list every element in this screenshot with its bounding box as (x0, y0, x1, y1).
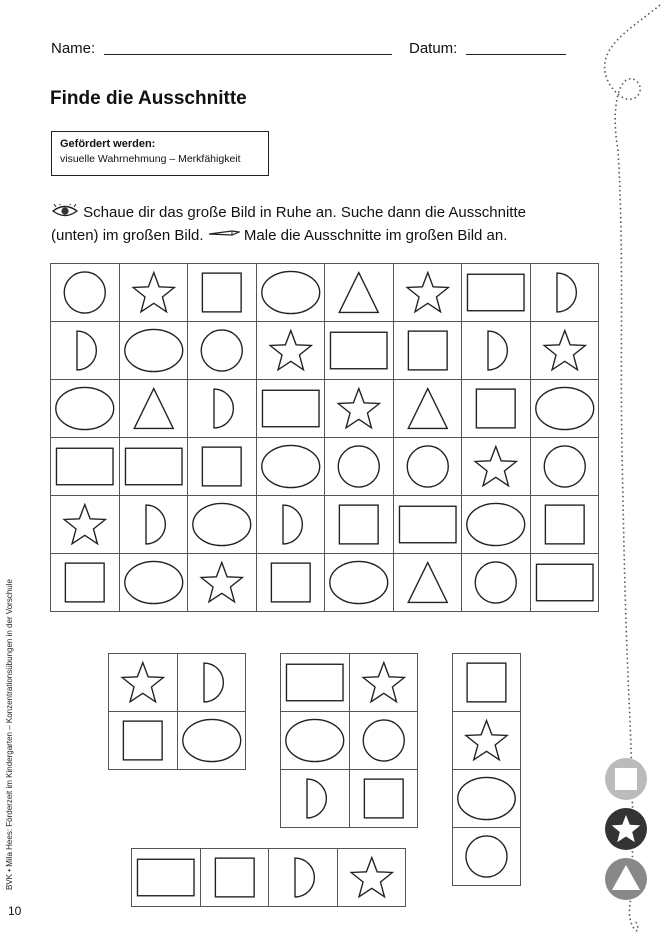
triangle-shape (134, 389, 173, 429)
main-grid-cell[interactable] (50, 321, 120, 380)
pencil-icon (208, 228, 240, 238)
main-grid-cell[interactable] (324, 263, 394, 322)
ellipse-shape (56, 387, 114, 429)
circle-shape (363, 720, 404, 761)
star-shape (122, 663, 163, 702)
piece-cell (349, 769, 419, 828)
ellipse-shape (182, 719, 240, 761)
skills-heading: Gefördert werden: (60, 138, 156, 150)
circle-shape (64, 272, 105, 313)
main-grid-cell[interactable] (256, 321, 326, 380)
star-shape (133, 273, 174, 312)
piece-cell (452, 827, 521, 886)
main-grid-cell[interactable] (50, 263, 120, 322)
piece-cell (280, 769, 350, 828)
square-shape (271, 563, 310, 602)
rect-shape (399, 506, 456, 542)
piece-cell (131, 848, 201, 907)
piece-cell (452, 769, 521, 828)
date-field[interactable] (466, 54, 566, 55)
main-grid-cell[interactable] (50, 495, 120, 554)
main-grid-cell[interactable] (530, 263, 600, 322)
main-grid-cell[interactable] (530, 437, 600, 496)
square-shape (467, 663, 506, 702)
main-grid-cell[interactable] (393, 321, 463, 380)
side-credit: BVK • Mila Hees: Förderzeit im Kindergarten – Konzentrationsübungen in der Vorschule (5, 579, 14, 890)
main-grid-cell[interactable] (324, 553, 394, 612)
main-grid-cell[interactable] (187, 437, 257, 496)
instruction-line-3: Male die Ausschnitte im großen Bild an. (243, 227, 508, 244)
main-grid-cell[interactable] (393, 495, 463, 554)
instruction-line-2: (unten) im großen Bild. (51, 227, 204, 244)
circle-shape (407, 446, 448, 487)
ellipse-shape (261, 445, 319, 487)
star-shape (475, 447, 516, 486)
piece-cell (268, 848, 338, 907)
main-grid-cell[interactable] (324, 321, 394, 380)
main-grid-cell[interactable] (461, 553, 531, 612)
main-grid-cell[interactable] (461, 437, 531, 496)
triangle-shape (408, 389, 447, 429)
main-grid-cell[interactable] (530, 495, 600, 554)
circle-shape (475, 562, 516, 603)
main-grid-cell[interactable] (119, 379, 189, 438)
circle-shape (544, 446, 585, 487)
half-shape (282, 505, 301, 544)
main-grid-cell[interactable] (461, 263, 531, 322)
main-grid-cell[interactable] (119, 495, 189, 554)
triangle-shape (408, 563, 447, 603)
triangle-badge-icon (604, 857, 648, 901)
half-shape (488, 331, 507, 370)
half-shape (77, 331, 96, 370)
circle-shape (338, 446, 379, 487)
date-label: Datum: (409, 40, 458, 57)
main-grid-cell[interactable] (119, 437, 189, 496)
ellipse-shape (286, 719, 344, 761)
ellipse-shape (535, 387, 593, 429)
piece-cell (177, 711, 247, 770)
main-grid-cell[interactable] (393, 263, 463, 322)
rect-shape (536, 564, 593, 600)
instructions (51, 201, 611, 247)
square-shape (65, 563, 104, 602)
square-shape (215, 858, 254, 897)
square-shape (339, 505, 378, 544)
skills-text: visuelle Wahrnehmung – Merkfähigkeit (60, 153, 241, 165)
main-grid-cell[interactable] (461, 495, 531, 554)
main-grid-cell[interactable] (530, 321, 600, 380)
piece-cell (452, 711, 521, 770)
star-shape (64, 505, 105, 544)
star-shape (363, 663, 404, 702)
page-title: Finde die Ausschnitte (50, 88, 247, 109)
main-grid-cell[interactable] (187, 263, 257, 322)
circle-shape (466, 836, 507, 877)
main-grid-cell[interactable] (256, 553, 326, 612)
star-shape (407, 273, 448, 312)
rect-shape (330, 332, 387, 368)
instruction-line-1: Schaue dir das große Bild in Ruhe an. Suche dann die Ausschnitte (83, 204, 526, 221)
rect-shape (262, 390, 319, 426)
half-shape (145, 505, 164, 544)
square-shape (202, 273, 241, 312)
ellipse-shape (467, 503, 525, 545)
main-grid-cell[interactable] (187, 321, 257, 380)
piece-cell (177, 653, 247, 712)
piece-3 (452, 653, 521, 886)
rect-shape (137, 859, 194, 895)
main-grid-cell[interactable] (461, 379, 531, 438)
half-shape (307, 779, 326, 818)
main-grid (50, 263, 599, 612)
square-shape (123, 721, 162, 760)
piece-4 (131, 848, 406, 907)
main-grid-cell[interactable] (530, 379, 600, 438)
main-grid-cell[interactable] (187, 495, 257, 554)
ellipse-shape (261, 271, 319, 313)
square-shape (364, 779, 403, 818)
triangle-shape (339, 273, 378, 313)
main-grid-cell[interactable] (50, 379, 120, 438)
main-grid-cell[interactable] (393, 553, 463, 612)
main-grid-cell[interactable] (324, 379, 394, 438)
star-shape (351, 858, 392, 897)
piece-cell (108, 711, 178, 770)
star-shape (201, 563, 242, 602)
main-grid-cell[interactable] (393, 379, 463, 438)
piece-cell (349, 711, 419, 770)
main-grid-cell[interactable] (461, 321, 531, 380)
half-shape (556, 273, 575, 312)
piece-1 (108, 653, 246, 770)
piece-cell (280, 711, 350, 770)
main-grid-cell[interactable] (256, 495, 326, 554)
main-grid-cell[interactable] (256, 437, 326, 496)
main-grid-cell[interactable] (119, 263, 189, 322)
eye-icon (51, 204, 79, 218)
ellipse-shape (124, 561, 182, 603)
half-shape (203, 663, 222, 702)
main-grid-cell[interactable] (324, 495, 394, 554)
square-shape (202, 447, 241, 486)
page-number: 10 (8, 904, 22, 918)
star-shape (466, 721, 507, 760)
ellipse-shape (193, 503, 251, 545)
piece-cell (452, 653, 521, 712)
square-shape (545, 505, 584, 544)
rect-shape (467, 274, 524, 310)
main-grid-cell[interactable] (50, 553, 120, 612)
ellipse-shape (124, 329, 182, 371)
star-badge-icon (604, 807, 648, 851)
main-grid-cell[interactable] (50, 437, 120, 496)
star-shape (544, 331, 585, 370)
piece-cell (280, 653, 350, 712)
main-grid-cell[interactable] (187, 379, 257, 438)
piece-cell (108, 653, 178, 712)
main-grid-cell[interactable] (119, 321, 189, 380)
main-grid-cell[interactable] (187, 553, 257, 612)
circle-shape (201, 330, 242, 371)
main-grid-cell[interactable] (393, 437, 463, 496)
rect-shape (286, 664, 343, 700)
piece-cell (349, 653, 419, 712)
name-field[interactable] (104, 54, 392, 55)
main-grid-cell[interactable] (256, 263, 326, 322)
ellipse-shape (458, 777, 515, 819)
square-shape (476, 389, 515, 428)
half-shape (295, 858, 314, 897)
square-shape (408, 331, 447, 370)
half-shape (214, 389, 233, 428)
ellipse-shape (330, 561, 388, 603)
rect-shape (56, 448, 113, 484)
rect-shape (125, 448, 182, 484)
main-grid-cell[interactable] (324, 437, 394, 496)
skills-box (51, 131, 269, 176)
piece-cell (200, 848, 270, 907)
main-grid-cell[interactable] (119, 553, 189, 612)
star-shape (270, 331, 311, 370)
main-grid-cell[interactable] (530, 553, 600, 612)
piece-cell (337, 848, 407, 907)
main-grid-cell[interactable] (256, 379, 326, 438)
piece-2 (280, 653, 418, 828)
square-badge-icon (604, 757, 648, 801)
name-label: Name: (51, 40, 96, 57)
star-shape (338, 389, 379, 428)
